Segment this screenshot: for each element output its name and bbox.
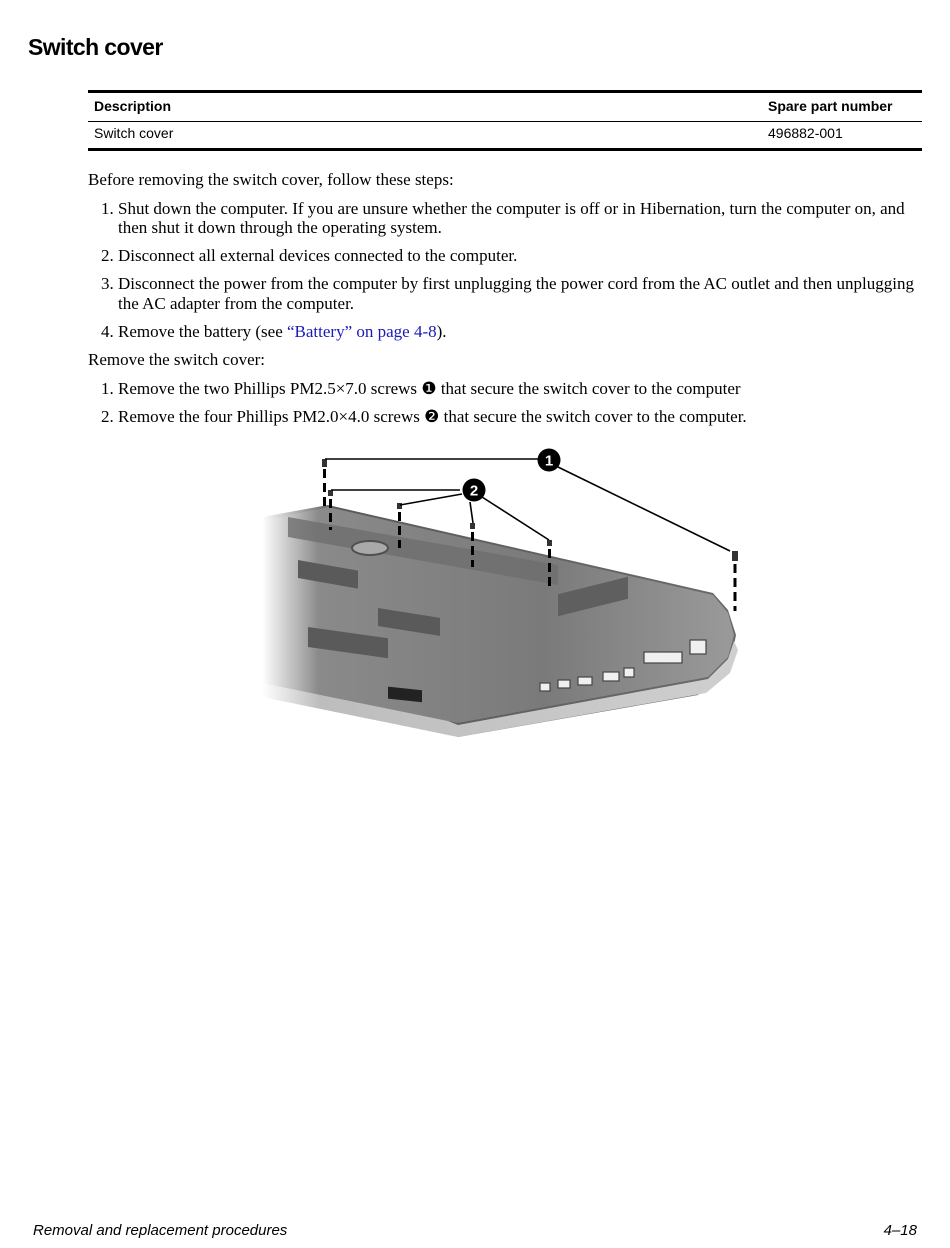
remove-step	[118, 379, 928, 399]
screw-icon	[732, 551, 738, 611]
prep-step-battery	[118, 322, 928, 342]
cell-spare-part-number: 496882-001	[762, 122, 922, 150]
callout-2-icon	[463, 479, 486, 502]
instructions	[88, 170, 928, 435]
battery-step-text: Remove the battery (see	[118, 321, 287, 341]
spare-parts-table	[88, 90, 922, 151]
laptop-body	[262, 505, 738, 745]
remove-step	[118, 407, 928, 427]
callout-1-label: 1	[544, 452, 554, 470]
page-title: Switch cover	[28, 34, 163, 60]
prep-step: 1. Shut down the computer. If you are unsure whether the computer is off or in Hibernation, turn the computer on, and then shut it down through the operating system.	[118, 199, 928, 238]
prep-step: 3. Disconnect the power from the computer by first unplugging the power cord from the AC outlet and then unplugging the AC adapter from the computer.	[118, 274, 928, 313]
screw-icon	[322, 459, 327, 507]
callout-2-label: 2	[469, 482, 479, 500]
prep-intro: Before removing the switch cover, follow these steps:	[88, 170, 454, 189]
column-header-description: Description	[88, 92, 762, 122]
remove-step-text-end: that secure the switch cover to the computer.	[439, 406, 747, 426]
laptop-bottom-illustration	[258, 445, 758, 760]
battery-link[interactable]: “Battery” on page 4-8	[287, 321, 437, 341]
table-header-row	[88, 92, 922, 122]
column-header-spare-part-number: Spare part number	[762, 92, 922, 122]
cell-description: Switch cover	[88, 122, 762, 150]
table-row	[88, 122, 922, 150]
prep-step: 2. Disconnect all external devices connected to the computer.	[118, 246, 928, 266]
battery-step-end: ).	[436, 321, 447, 341]
remove-step-text-end: that secure the switch cover to the computer	[436, 378, 741, 398]
remove-steps-list	[88, 379, 928, 427]
callout-1-marker: ❶	[421, 378, 437, 398]
footer-section-title: Removal and replacement procedures	[33, 1222, 288, 1239]
remove-step-text: Remove the two Phillips PM2.5×7.0 screws	[118, 378, 422, 398]
callout-1-icon	[538, 449, 561, 472]
footer-page-number: 4–18	[883, 1222, 917, 1239]
prep-steps-list	[88, 199, 928, 342]
remove-intro: Remove the switch cover:	[88, 350, 266, 369]
remove-step-text: Remove the four Phillips PM2.0×4.0 screws	[118, 406, 425, 426]
callout-2-marker: ❷	[424, 406, 440, 426]
